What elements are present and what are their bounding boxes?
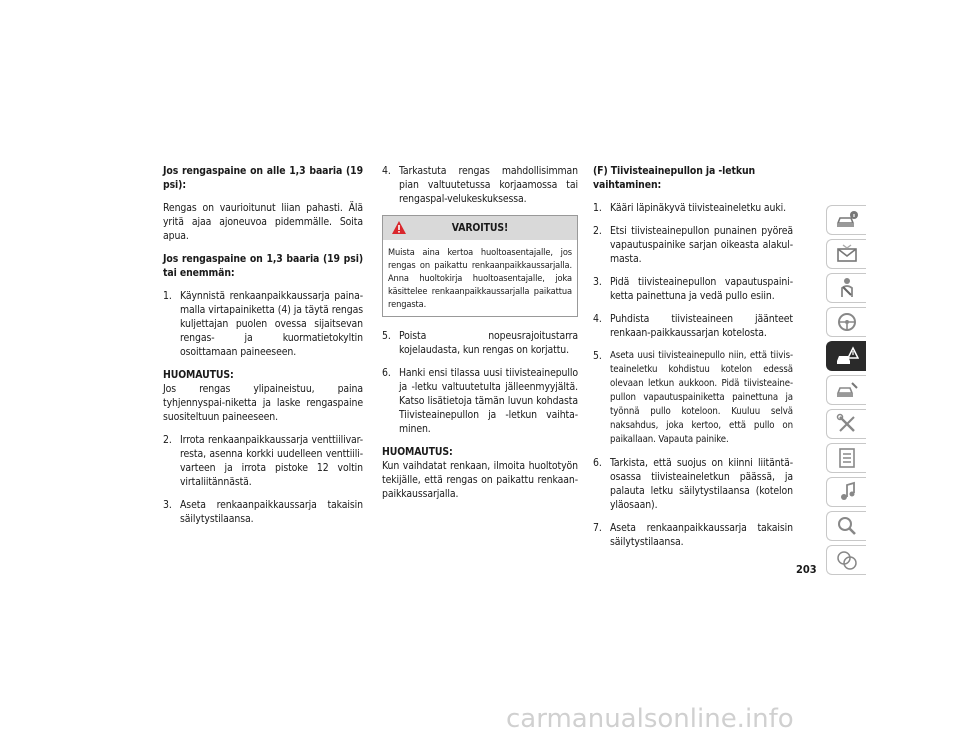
list-item (382, 329, 578, 357)
car-warning-triangle-icon (835, 345, 859, 367)
note-text: Jos rengas ylipaineistuu, paina tyhjennyspai-niketta ja laske rengaspaine suositeltuun paineeseen. (163, 383, 363, 423)
chapter-tab[interactable] (826, 545, 866, 575)
steering-wheel-icon (835, 311, 859, 333)
list-item (593, 224, 793, 266)
chapter-tab[interactable] (826, 511, 866, 541)
page-number: 203 (796, 563, 817, 576)
list-item (382, 366, 578, 436)
list-number: 6. (382, 367, 391, 379)
warning-box (382, 215, 578, 317)
list-item (593, 312, 793, 340)
note (382, 445, 578, 501)
magnifier-icon (835, 515, 859, 537)
chapter-tab[interactable] (826, 409, 866, 439)
list-number: 3. (163, 499, 172, 511)
column-right (593, 164, 793, 558)
warning-text: Muista aina kertoa huoltoasentajalle, jos rengas on paikattu renkaanpaikkaussarjalla. Anna huoltokirja huoltoasentajalle, joka käsittelee renkaanpaikkaussarjalla paikattua rengasta. (388, 247, 572, 310)
chapter-tab[interactable] (826, 239, 866, 269)
section-heading-replace-bottle: (F) Tiivisteainepullon ja -letkun vaihtaminen: (593, 165, 756, 191)
music-gps-icon (835, 481, 859, 503)
section-heading-low-pressure: Jos rengaspaine on alle 1,3 baaria (19 psi): (163, 165, 363, 191)
note-heading: HUOMAUTUS: (163, 369, 234, 381)
list-number: 1. (593, 202, 602, 214)
list-item (163, 289, 363, 359)
list-text: Tarkista, että suojus on kiinni liitäntä-osassa tiivisteaineletkun päässä, ja palauta letku säilytystilaansa (kotelon yläosaan). (610, 457, 793, 511)
chapter-tab[interactable] (826, 205, 866, 235)
list-number: 3. (593, 276, 602, 288)
note-heading: HUOMAUTUS: (382, 446, 453, 458)
list-text: Etsi tiivisteainepullon punainen pyöreä vapautuspainike sarjan oikeasta alakul-masta. (610, 225, 793, 265)
chapter-tab[interactable] (826, 307, 866, 337)
chapter-tab[interactable] (826, 477, 866, 507)
checklist-icon (835, 447, 859, 469)
section-heading-ok-pressure: Jos rengaspaine on 1,3 baaria (19 psi) tai enemmän: (163, 253, 363, 279)
list-text: Pidä tiivisteainepullon vapautuspaini-ketta painettuna ja vedä pullo esiin. (610, 276, 793, 302)
note-text: Kun vaihdatat renkaan, ilmoita huoltotyön tekijälle, että rengas on paikattu renkaan-paikkaussarjalla. (382, 460, 578, 500)
list-text: Käynnistä renkaanpaikkaussarja paina-malla virtapainiketta (4) ja täytä rengas kuljettajan puolen ovessa sijaitsevan rengas- ja kuormatietokyltin osoittamaan paineeseen. (180, 290, 363, 358)
multilanguage-icon (835, 549, 859, 571)
mail-envelope-icon (835, 243, 859, 265)
chapter-tabs (826, 205, 866, 579)
list-item (593, 201, 793, 215)
wrench-screwdriver-icon (835, 413, 859, 435)
list-item (163, 433, 363, 489)
chapter-tab[interactable] (826, 273, 866, 303)
note (163, 368, 363, 424)
list-text: Hanki ensi tilassa uusi tiivisteainepullo ja -letku valtuutetulta jälleenmyyjältä. Katso lisätietoja tämän luvun kohdasta Tiivisteainepullon ja -letkun vaihta-minen. (399, 367, 578, 435)
list-number: 1. (163, 290, 172, 302)
chapter-tab-active[interactable] (826, 341, 866, 371)
list-number: 2. (593, 225, 602, 237)
list-text: Puhdista tiivisteaineen jäänteet renkaan-paikkaussarjan kotelosta. (610, 313, 793, 339)
car-wrench-icon (835, 379, 859, 401)
chapter-tab[interactable] (826, 375, 866, 405)
list-text: Poista nopeusrajoitustarra kojelaudasta, kun rengas on korjattu. (399, 330, 578, 356)
list-text: Kääri läpinäkyvä tiivisteaineletku auki. (610, 202, 787, 214)
list-number: 5. (593, 350, 602, 362)
seatbelt-person-icon (835, 277, 859, 299)
list-number: 7. (593, 522, 602, 534)
list-text: Aseta uusi tiivisteainepullo niin, että tiivis-teaineletku kohdistuu kotelon edessä olevaan letkun aukkoon. Pidä tiivisteaine-pullon vapautuspainiketta painettuna ja työnnä pullo koteloon. Kuuluu selvä naksahdus, joka kertoo, että pullo on paikallaan. Vapauta painike. (610, 350, 793, 445)
warning-triangle-icon (391, 220, 407, 235)
column-middle (382, 164, 578, 501)
list-item (593, 349, 793, 447)
list-item (593, 275, 793, 303)
list-item (163, 498, 363, 526)
list-text: Aseta renkaanpaikkaussarja takaisin säilytystilaansa. (180, 499, 363, 525)
warning-title: VAROITUS! (451, 222, 509, 234)
chapter-tab[interactable] (826, 443, 866, 473)
paragraph-damaged-tire: Rengas on vaurioitunut liian pahasti. Älä yritä ajaa ajoneuvoa pidemmälle. Soita apua. (163, 202, 363, 242)
list-number: 4. (593, 313, 602, 325)
list-number: 2. (163, 434, 172, 446)
watermark: carmanualsonline.info (506, 704, 794, 734)
list-item (382, 164, 578, 206)
list-item (593, 521, 793, 549)
list-number: 4. (382, 165, 391, 177)
list-item (593, 456, 793, 512)
list-text: Aseta renkaanpaikkaussarja takaisin säilytystilaansa. (610, 522, 793, 548)
list-text: Irrota renkaanpaikkaussarja venttiilivar-resta, asenna korkki uudelleen venttiili-varteen ja irrota pistoke 12 voltin virtaliitännästä. (180, 434, 363, 488)
warning-header (383, 216, 577, 240)
column-left (163, 164, 363, 535)
list-number: 6. (593, 457, 602, 469)
list-text: Tarkastuta rengas mahdollisimman pian valtuutetussa korjaamossa tai rengaspal-velukeskuksessa. (399, 165, 578, 205)
list-number: 5. (382, 330, 391, 342)
car-info-icon (835, 209, 859, 231)
